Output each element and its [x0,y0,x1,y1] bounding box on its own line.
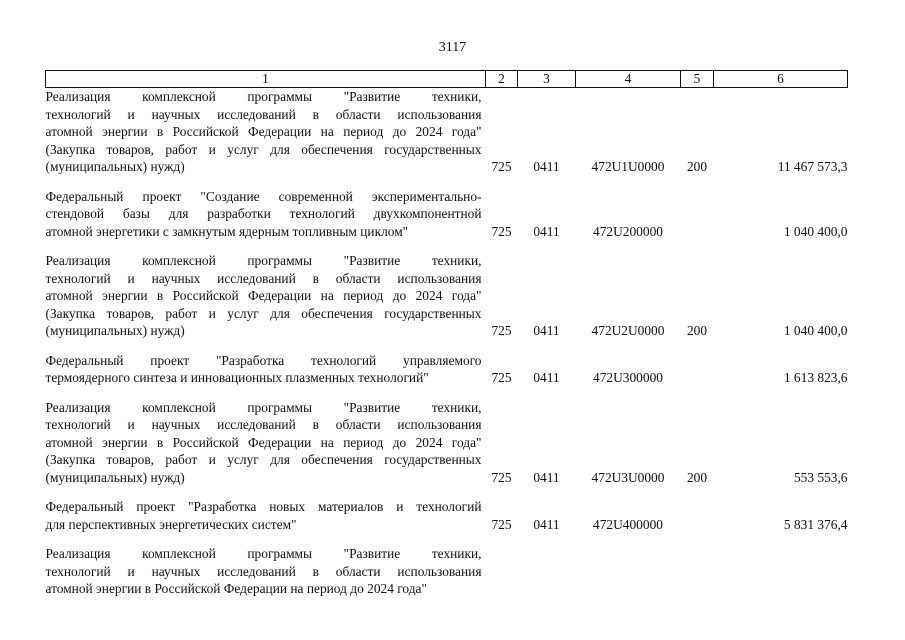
row-ministry-code: 725 [491,516,512,532]
budget-table [45,70,848,598]
row-name-line: атомной энергии в Российской Федерации на период до 2024 года" [45,581,427,596]
row-type-code [681,498,714,545]
row-target-code: 472U400000 [593,516,663,532]
table-row [46,399,848,499]
row-ministry-code: 725 [491,370,512,385]
row-ministry-code: 725 [491,159,512,174]
row-section-code: 0411 [533,469,560,485]
row-amount: 1 040 400,0 [783,223,848,239]
row-amount: 1 613 823,6 [783,370,848,385]
table-row [46,545,848,598]
row-name-line: Федеральный проект "Разработка новых материалов и технологий [45,499,482,514]
row-name-line: атомной энергии в Российской Федерации на период до 2024 года" [45,434,482,450]
row-amount: 1 040 400,0 [783,323,848,338]
row-amount [714,545,848,598]
row-name [46,252,486,352]
row-ministry-code: 725 [491,469,512,485]
row-type-code: 200 [686,159,708,174]
table-row [46,188,848,253]
row-name-line: атомной энергетики с замкнутым ядерным топливным циклом" [45,223,409,239]
row-amount: 553 553,6 [793,469,848,485]
row-name [46,399,486,499]
row-name [46,545,486,598]
page-number: 3117 [438,40,467,55]
row-section-code: 0411 [533,223,560,239]
row-section-code: 0411 [533,159,560,174]
row-section-code [518,545,576,598]
row-name [46,188,486,253]
row-name-line: технологий и научных исследований в области использования [45,417,482,432]
header-col-3: 3 [518,71,576,88]
row-name [46,498,486,545]
row-ministry-code: 725 [491,223,512,239]
row-ministry-code: 725 [491,323,512,338]
row-name-line: Реализация комплексной программы "Развитие техники, [45,399,482,415]
row-name-line: технологий и научных исследований в области использования [45,106,482,122]
row-type-code: 200 [686,469,708,485]
header-col-1: 1 [46,71,486,88]
row-name-line: Реализация комплексной программы "Развитие техники, [45,89,482,104]
row-target-code: 472U3U0000 [591,469,665,485]
row-type-code [681,352,714,399]
row-name-line: Федеральный проект "Разработка технологий управляемого [45,352,482,368]
row-type-code [681,188,714,253]
header-col-4: 4 [576,71,681,88]
row-section-code: 0411 [533,323,560,338]
header-col-2: 2 [486,71,518,88]
header-col-6: 6 [714,71,848,88]
row-amount: 5 831 376,4 [783,516,848,532]
row-target-code: 472U200000 [593,223,663,239]
row-target-code: 472U2U0000 [591,323,665,338]
table-row [46,252,848,352]
row-name-line: (муниципальных) нужд) [45,469,185,485]
row-type-code: 200 [686,323,708,338]
header-row [46,71,848,88]
row-section-code: 0411 [533,370,560,385]
row-name-line: (муниципальных) нужд) [45,159,185,174]
row-name-line: технологий и научных исследований в области использования [45,270,482,286]
row-type-code [681,545,714,598]
row-name [46,88,486,188]
table-row [46,88,848,188]
row-name-line: Реализация комплексной программы "Развитие техники, [45,546,482,561]
row-name-line: (Закупка товаров, работ и услуг для обеспечения государственных [45,141,482,157]
row-name-line: атомной энергии в Российской Федерации на период до 2024 года" [45,124,482,139]
table-row [46,498,848,545]
row-target-code [576,545,681,598]
header-col-5: 5 [681,71,714,88]
row-name-line: (Закупка товаров, работ и услуг для обеспечения государственных [45,305,482,321]
row-name-line: (муниципальных) нужд) [45,323,185,338]
row-name-line: термоядерного синтеза и инновационных плазменных технологий" [45,370,429,385]
row-name-line: Реализация комплексной программы "Развитие техники, [45,253,482,268]
row-amount: 11 467 573,3 [777,159,848,174]
row-name-line: атомной энергии в Российской Федерации на период до 2024 года" [45,288,482,303]
row-name-line: технологий и научных исследований в области использования [45,563,482,579]
row-section-code: 0411 [533,516,560,532]
row-target-code: 472U1U0000 [591,159,665,174]
row-name-line: для перспективных энергетических систем" [45,516,297,532]
row-ministry-code [486,545,518,598]
table-row [46,352,848,399]
row-name-line: Федеральный проект "Создание современной экспериментально- [45,188,482,204]
row-target-code: 472U300000 [593,370,663,385]
row-name-line: (Закупка товаров, работ и услуг для обеспечения государственных [45,452,482,467]
row-name [46,352,486,399]
row-name-line: стендовой базы для разработки технологий двухкомпонентной [45,206,482,221]
